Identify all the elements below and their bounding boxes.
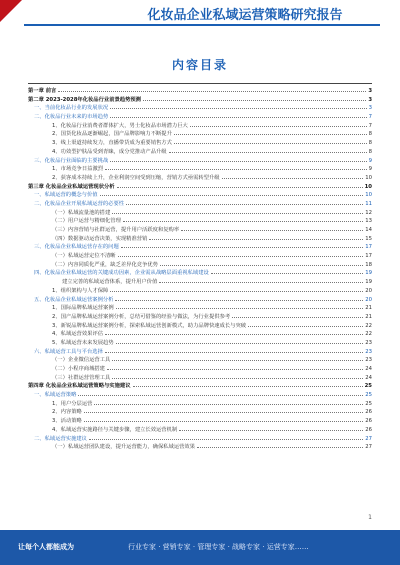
toc-entry[interactable] [28, 173, 372, 182]
toc-leader [149, 234, 363, 240]
toc-entry-page: 3 [368, 105, 372, 112]
toc-entry-page: 23 [365, 348, 372, 355]
table-of-contents [28, 86, 372, 526]
toc-entry-page: 23 [365, 339, 372, 346]
toc-entry-page: 20 [365, 287, 372, 294]
toc-entry-page: 9 [368, 166, 372, 173]
toc-entry-text: （一）私域运营定位不清晰 [52, 253, 116, 260]
toc-entry-page: 26 [365, 409, 372, 416]
toc-entry-text: 第二章 2023-2028年化妆品行业前景趋势预测 [28, 96, 141, 103]
toc-entry-page: 10 [364, 183, 372, 190]
toc-leader [211, 268, 363, 274]
toc-entry-page: 21 [365, 305, 372, 312]
toc-entry-text: 2、获客成本持续上升，企业利润空间受到压缩，营销方式亟需转型升级 [52, 174, 220, 181]
toc-leader [84, 416, 363, 422]
toc-leader [143, 95, 366, 101]
toc-entry-text: 4、功效型护肤品受到青睐，成分党推动产品升级 [52, 148, 167, 155]
toc-entry-page: 22 [365, 322, 372, 329]
toc-entry-text: 第三章 化妆品企业私域运营现状分析 [28, 183, 115, 190]
toc-entry-text: 3、新锐品牌私域运营案例分析，探索私域运营创新模式，助力品牌快速成长与突破 [52, 322, 247, 329]
toc-entry[interactable] [28, 407, 372, 416]
toc-entry[interactable] [28, 95, 372, 104]
toc-leader [89, 434, 363, 440]
toc-entry-page: 8 [368, 140, 372, 147]
toc-entry-page: 17 [365, 244, 372, 251]
toc-entry-page: 15 [365, 235, 372, 242]
toc-leader [110, 156, 366, 162]
toc-entry-page: 17 [365, 253, 372, 260]
toc-entry-text: 四、化妆品企业私域运营的关键成功因素，企业需从战略层面重视私域建设 [34, 270, 209, 277]
toc-entry-text: （一）企业微信运营工具 [52, 357, 111, 364]
toc-entry[interactable] [28, 190, 372, 199]
toc-entry-text: （三）内容营销与社群运营，提升用户活跃度和复购率 [52, 227, 180, 233]
toc-entry-page: 13 [365, 218, 372, 225]
toc-entry[interactable] [28, 225, 372, 234]
toc-entry-text: （三）社群运营管理工具 [52, 374, 111, 381]
toc-entry-text: （二）用户运营与精细化管理 [52, 218, 121, 225]
toc-entry[interactable] [28, 199, 372, 208]
toc-entry[interactable] [28, 121, 372, 130]
toc-entry[interactable] [28, 434, 372, 443]
toc-entry[interactable] [28, 86, 372, 95]
toc-leader [110, 112, 366, 118]
toc-entry-page: 12 [365, 209, 372, 216]
toc-entry[interactable] [28, 338, 372, 347]
toc-entry-text: 一、当前化妆品行业的发展状况 [34, 105, 109, 112]
toc-entry-page: 19 [365, 270, 372, 277]
toc-leader [174, 138, 367, 144]
toc-entry[interactable] [28, 147, 372, 156]
toc-entry-page: 18 [365, 261, 372, 268]
toc-entry-page: 11 [365, 200, 372, 207]
toc-entry-page: 14 [365, 227, 372, 233]
toc-entry[interactable] [28, 390, 372, 399]
toc-entry-text: 六、私域运营工具与平台选择 [34, 348, 103, 355]
toc-leader [121, 242, 363, 248]
toc-entry-text: 三、化妆品行业面临的主要挑战 [34, 157, 109, 164]
toc-leader [116, 338, 364, 344]
toc-entry-page: 23 [365, 357, 372, 364]
toc-entry-page: 25 [365, 400, 372, 407]
toc-leader [112, 355, 363, 361]
toc-entry[interactable] [28, 416, 372, 425]
toc-leader [248, 321, 363, 327]
toc-entry-page: 9 [368, 157, 372, 164]
toc-leader [105, 329, 363, 335]
toc-leader [107, 364, 363, 370]
toc-leader [105, 347, 363, 353]
toc-entry-text: （四）数据驱动运营决策，实现精准营销 [52, 235, 148, 242]
toc-entry[interactable] [28, 103, 372, 112]
toc-title: 内容目录 [171, 58, 228, 72]
toc-leader [133, 381, 363, 387]
toc-entry-page: 10 [365, 192, 372, 199]
toc-entry-text: （一）私域运营团队建设，提升运营能力，确保私域运营效果 [52, 444, 196, 451]
toc-entry[interactable] [28, 234, 372, 243]
toc-entry-text: 二、私域运营实施建议 [34, 435, 87, 442]
toc-leader [159, 277, 363, 283]
toc-entry[interactable] [28, 303, 372, 312]
page-header [0, 0, 400, 40]
toc-leader [110, 286, 363, 292]
toc-leader [112, 373, 363, 379]
toc-entry[interactable] [28, 286, 372, 295]
toc-entry-page: 3 [368, 96, 372, 103]
toc-entry[interactable] [28, 277, 372, 286]
toc-leader [181, 225, 363, 231]
toc-entry[interactable] [28, 251, 372, 260]
toc-entry-page: 20 [365, 296, 372, 303]
toc-leader [123, 216, 363, 222]
toc-leader [116, 303, 364, 309]
toc-entry[interactable] [28, 216, 372, 225]
corner-accent [0, 0, 22, 22]
toc-entry[interactable] [28, 164, 372, 173]
toc-leader [84, 407, 363, 413]
toc-entry-page: 27 [365, 444, 372, 451]
toc-entry-text: 三、化妆品企业私域运营存在的问题 [34, 244, 119, 251]
toc-entry[interactable] [28, 425, 372, 434]
toc-entry-text: 3、活动策略 [52, 418, 82, 425]
toc-entry[interactable] [28, 329, 372, 338]
toc-entry-page: 22 [365, 331, 372, 338]
footer-slogan: 让每个人都能成为 [18, 543, 74, 551]
toc-entry-page: 26 [365, 418, 372, 425]
toc-entry-text: 建立完善的私域运营体系，提升用户价值 [62, 279, 158, 286]
toc-entry-text: 一、私域运营的概念与价值 [34, 192, 98, 199]
toc-entry-text: 4、私域运营实施路径与关键步骤，建立长效运营机制 [52, 426, 178, 433]
toc-leader [126, 199, 363, 205]
toc-entry-text: 4、私域运营效果评估 [52, 331, 104, 338]
toc-entry-page: 3 [368, 88, 372, 94]
toc-leader [58, 86, 366, 92]
toc-entry-page: 19 [365, 279, 372, 286]
toc-leader [117, 182, 363, 188]
toc-entry-text: 1、用户分层运营 [52, 400, 93, 407]
toc-leader [105, 164, 367, 170]
toc-entry[interactable] [28, 442, 372, 451]
toc-entry[interactable] [28, 355, 372, 364]
report-title: 化妆品企业私域运营策略研究报告 [147, 8, 343, 23]
toc-leader [110, 103, 366, 109]
toc-entry-text: 1、化妆品行业消费者群体扩大，男士化妆品市场潜力巨大 [52, 122, 188, 129]
toc-entry-page: 8 [368, 131, 372, 138]
toc-entry-text: 第四章 化妆品企业私域运营策略与实施建议 [28, 383, 131, 390]
toc-entry[interactable] [28, 321, 372, 330]
toc-entry-page: 10 [365, 174, 372, 181]
toc-entry-text: 第一章 前言 [28, 88, 57, 94]
toc-entry[interactable] [28, 295, 372, 304]
toc-entry-page: 26 [365, 426, 372, 433]
toc-entry-page: 27 [365, 435, 372, 442]
toc-entry-page: 8 [368, 148, 372, 155]
toc-entry-page: 7 [368, 122, 372, 129]
toc-entry-page: 21 [365, 313, 372, 320]
toc-leader [160, 260, 363, 266]
toc-entry-text: 2、内容策略 [52, 409, 82, 416]
toc-entry-page: 25 [364, 383, 372, 390]
toc-entry-page: 24 [365, 374, 372, 381]
toc-entry[interactable] [28, 347, 372, 356]
toc-entry-text: 1、组织架构与人才保障 [52, 287, 109, 294]
toc-entry-text: （二）内容同质化严重，缺乏差异化竞争优势 [52, 261, 158, 268]
toc-leader [232, 312, 363, 318]
toc-leader [190, 121, 367, 127]
toc-entry[interactable] [28, 242, 372, 251]
toc-entry[interactable] [28, 208, 372, 217]
toc-leader [100, 190, 364, 196]
toc-leader [94, 399, 363, 405]
toc-entry[interactable] [28, 312, 372, 321]
toc-entry[interactable] [28, 373, 372, 382]
toc-entry-text: 1、国际品牌私域运营案例 [52, 305, 114, 312]
toc-entry-text: 5、私域运营未来发展趋势 [52, 339, 114, 346]
toc-leader [179, 425, 363, 431]
toc-entry[interactable] [28, 268, 372, 277]
toc-entry[interactable] [28, 129, 372, 138]
toc-entry[interactable] [28, 182, 372, 191]
toc-entry-page: 24 [365, 366, 372, 372]
toc-leader [78, 390, 363, 396]
toc-leader [174, 129, 367, 135]
toc-entry-text: 二、化妆品企业开展私域运营的必要性 [34, 200, 125, 207]
toc-entry-text: 1、市场竞争日益激烈 [52, 166, 104, 173]
toc-entry-text: 2、国货化妆品逐渐崛起，国产品牌影响力不断提升 [52, 131, 172, 138]
toc-leader [112, 208, 363, 214]
toc-entry-page: 7 [368, 114, 372, 121]
header-rule [24, 24, 380, 26]
toc-entry[interactable] [28, 399, 372, 408]
toc-leader [169, 147, 367, 153]
page-number: 1 [368, 514, 372, 521]
toc-leader [222, 173, 364, 179]
toc-leader [197, 442, 363, 448]
toc-divider [28, 83, 372, 84]
toc-entry[interactable] [28, 156, 372, 165]
toc-entry[interactable] [28, 381, 372, 390]
toc-entry[interactable] [28, 260, 372, 269]
toc-entry-text: （二）小程序商城搭建 [52, 366, 105, 372]
toc-entry-text: （一）私域流量池的搭建 [52, 209, 111, 216]
toc-entry-page: 25 [365, 392, 372, 399]
toc-entry-text: 五、化妆品企业私域运营案例分析 [34, 296, 114, 303]
footer-roles: 行业专家 · 营销专家 · 管理专家 · 战略专家 · 运营专家…… [128, 543, 309, 551]
toc-entry[interactable] [28, 364, 372, 373]
toc-entry[interactable] [28, 112, 372, 121]
toc-entry-text: 一、私域运营策略 [34, 392, 77, 399]
toc-leader [118, 251, 364, 257]
toc-entry-text: 2、国产品牌私域运营案例分析，总结可借鉴的经验与做法，为行业提供参考 [52, 313, 231, 320]
toc-entry-text: 二、化妆品行业未来的市场趋势 [34, 114, 109, 121]
toc-entry[interactable] [28, 138, 372, 147]
toc-entry-text: 3、线上渠道持续发力，直播带货成为重要销售方式 [52, 140, 172, 147]
page-footer [0, 530, 400, 565]
toc-leader [115, 295, 363, 301]
